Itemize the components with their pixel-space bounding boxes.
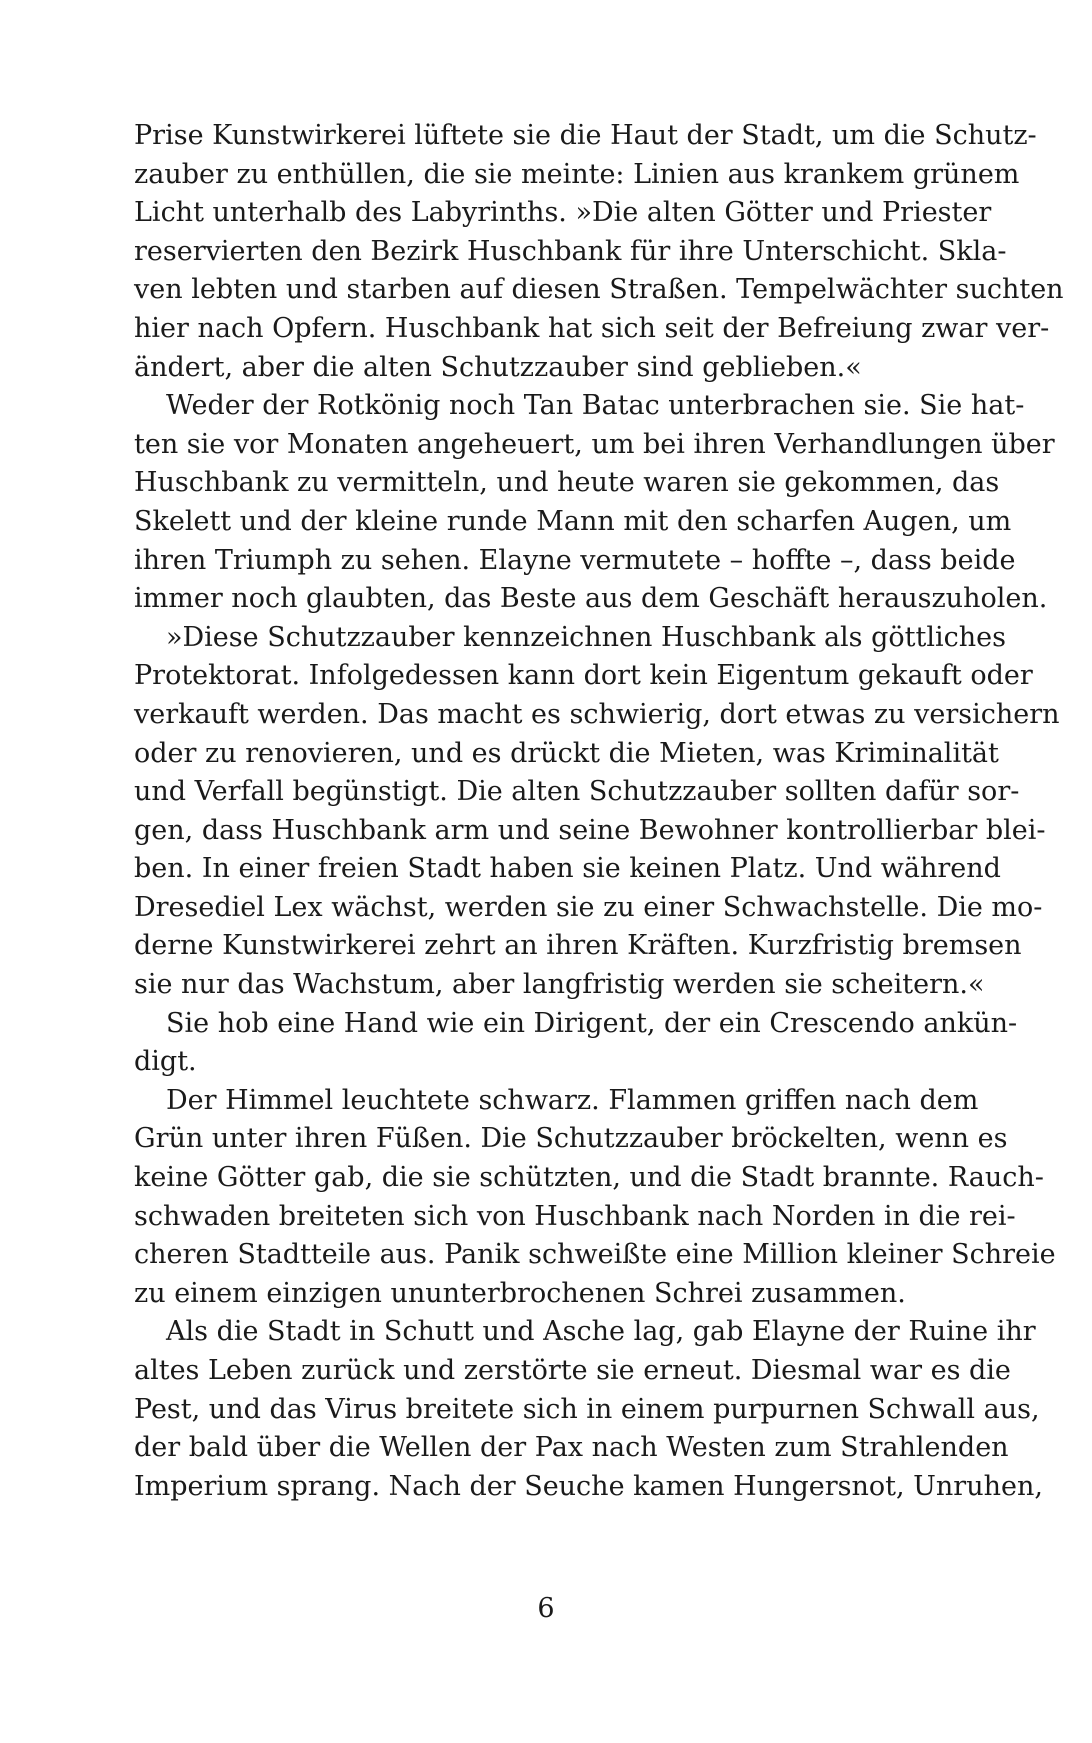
text-line: ändert, aber die alten Schutzzauber sind geblieben.«	[134, 351, 862, 383]
text-line: Sie hob eine Hand wie ein Dirigent, der ein Crescendo ankün-	[166, 1007, 1018, 1039]
text-line: sie nur das Wachstum, aber langfristig werden sie scheitern.«	[134, 969, 985, 1001]
text-line: hier nach Opfern. Huschbank hat sich seit der Befreiung zwar ver-	[134, 312, 1050, 344]
text-line: cheren Stadtteile aus. Panik schweißte eine Million kleiner Schreie	[134, 1239, 1056, 1271]
text-line: Der Himmel leuchtete schwarz. Flammen griffen nach dem	[166, 1084, 979, 1116]
text-line: immer noch glaubten, das Beste aus dem Geschäft herauszuholen.	[134, 583, 1048, 615]
text-line: Huschbank zu vermitteln, und heute waren sie gekommen, das	[134, 467, 1000, 499]
text-line: digt.	[134, 1046, 197, 1078]
text-line: Als die Stadt in Schutt und Asche lag, gab Elayne der Ruine ihr	[166, 1316, 1036, 1348]
text-line: Imperium sprang. Nach der Seuche kamen Hungersnot, Unruhen,	[134, 1470, 1043, 1502]
text-line: derne Kunstwirkerei zehrt an ihren Kräften. Kurzfristig bremsen	[134, 930, 1022, 962]
text-line: Licht unterhalb des Labyrinths. »Die alten Götter und Priester	[134, 197, 992, 229]
text-line: ihren Triumph zu sehen. Elayne vermutete – hoffte –, dass beide	[134, 544, 1016, 576]
text-line: Weder der Rotkönig noch Tan Batac unterbrachen sie. Sie hat-	[166, 390, 1025, 422]
text-line: schwaden breiteten sich von Huschbank nach Norden in die rei-	[134, 1200, 1016, 1232]
text-line: altes Leben zurück und zerstörte sie erneut. Diesmal war es die	[134, 1355, 1011, 1386]
text-line: »Diese Schutzzauber kennzeichnen Huschbank als göttliches	[166, 621, 1006, 653]
text-line: Dresediel Lex wächst, werden sie zu einer Schwachstelle. Die mo-	[134, 891, 1043, 923]
text-line: der bald über die Wellen der Pax nach Westen zum Strahlenden	[134, 1432, 1009, 1464]
text-line: gen, dass Huschbank arm und seine Bewohner kontrollierbar blei-	[134, 814, 1046, 846]
text-line: Pest, und das Virus breitete sich in einem purpurnen Schwall aus,	[134, 1393, 1040, 1425]
text-line: zu einem einzigen ununterbrochenen Schrei zusammen.	[134, 1277, 906, 1309]
text-line: Protektorat. Infolgedessen kann dort kein Eigentum gekauft oder	[134, 660, 1033, 692]
text-line: Grün unter ihren Füßen. Die Schutzzauber bröckelten, wenn es	[134, 1123, 1008, 1155]
text-line: ben. In einer freien Stadt haben sie keinen Platz. Und während	[134, 853, 1001, 885]
page-number: 6	[537, 1593, 555, 1624]
text-line: reservierten den Bezirk Huschbank für ihre Unterschicht. Skla-	[134, 235, 1007, 267]
body-text	[134, 117, 1064, 1506]
text-line: ven lebten und starben auf diesen Straßen. Tempelwächter suchten	[134, 274, 1064, 306]
text-line: oder zu renovieren, und es drückt die Mieten, was Kriminalität	[134, 737, 999, 769]
text-line: und Verfall begünstigt. Die alten Schutzzauber sollten dafür sor-	[134, 776, 1020, 808]
text-line: Prise Kunstwirkerei lüftete sie die Haut der Stadt, um die Schutz-	[134, 120, 1037, 151]
text-line: ten sie vor Monaten angeheuert, um bei ihren Verhandlungen über	[134, 428, 1055, 460]
text-line: verkauft werden. Das macht es schwierig, dort etwas zu versichern	[134, 698, 1060, 730]
text-line: Skelett und der kleine runde Mann mit den scharfen Augen, um	[134, 505, 1012, 537]
text-line: zauber zu enthüllen, die sie meinte: Linien aus krankem grünem	[134, 158, 1020, 190]
text-line: keine Götter gab, die sie schützten, und die Stadt brannte. Rauch-	[134, 1162, 1044, 1194]
